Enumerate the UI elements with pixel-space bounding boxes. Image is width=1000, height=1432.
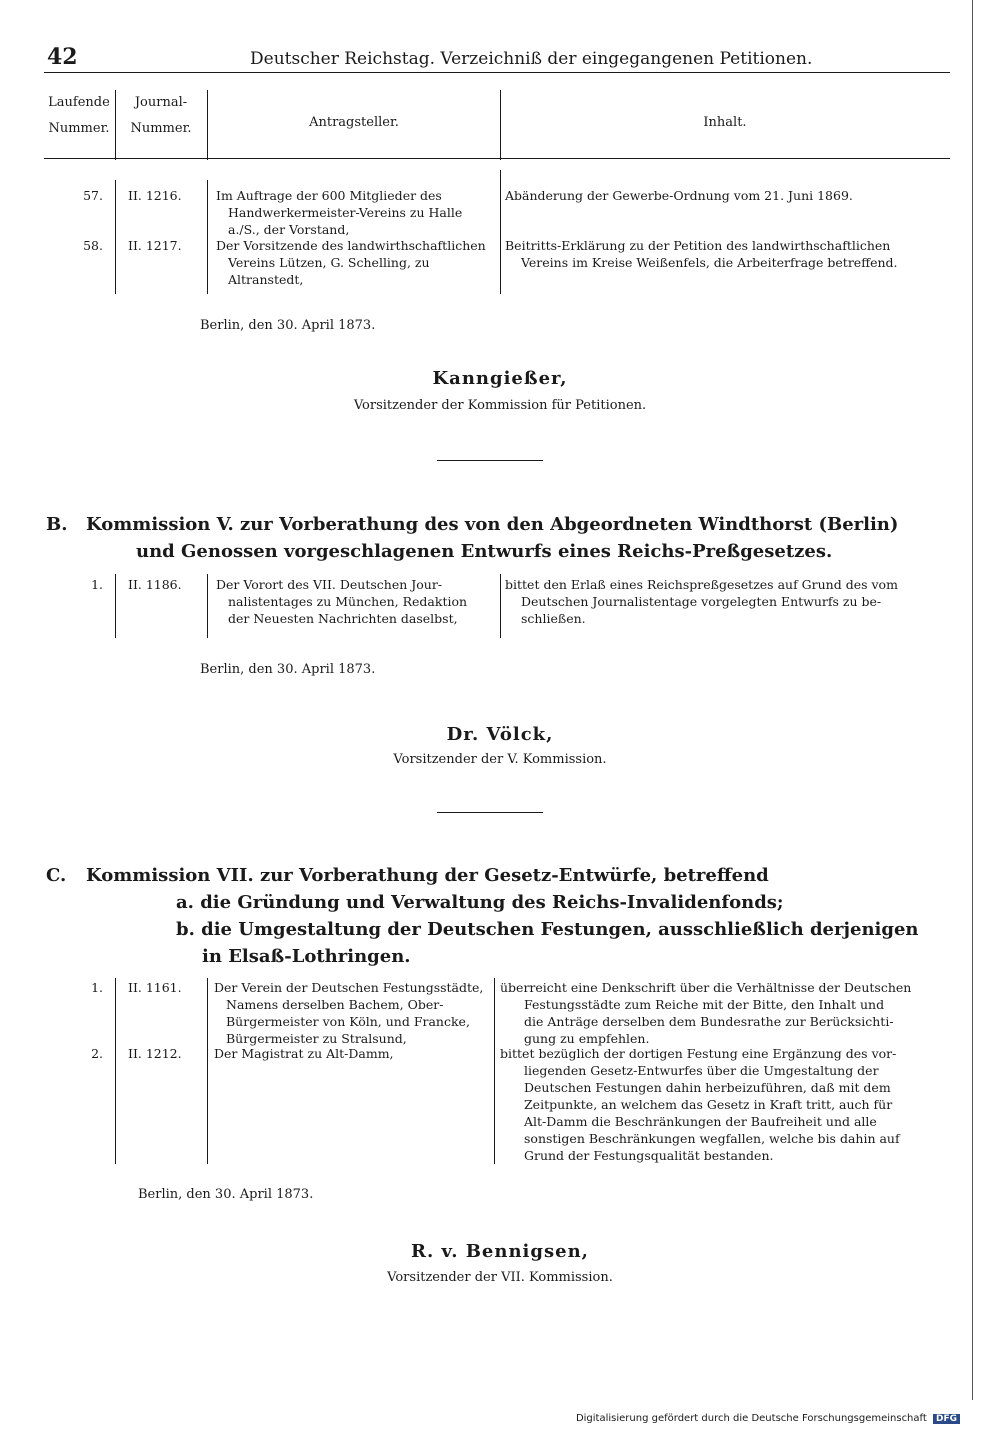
row-journal: II. 1212. bbox=[128, 1046, 182, 1061]
row-antragsteller: Der Magistrat zu Alt-Damm, bbox=[214, 1046, 394, 1061]
header-laufende: Laufende Nummer. bbox=[48, 95, 110, 136]
footer-text: Digitalisierung gefördert durch die Deutsche Forschungsgemeinschaft bbox=[575, 1413, 927, 1424]
column-divider bbox=[115, 90, 116, 160]
header-inhalt: Inhalt. bbox=[703, 115, 747, 130]
row-antragsteller: Im Auftrage der 600 Mitglieder des Handwerkermeister-Vereins zu Halle a./S., der Vorstand, bbox=[216, 188, 463, 237]
section-separator bbox=[437, 460, 543, 461]
section-heading: Kommission V. zur Vorberathung des von den Abgeordneten Windthorst (Berlin) und Genossen vorgeschlagenen Entwurfs eines Reichs-Preßgesetzes. bbox=[86, 514, 899, 562]
column-divider bbox=[500, 574, 501, 638]
row-inhalt: überreicht eine Denkschrift über die Verhältnisse der Deutschen Festungsstädte zum Reiche mit der Bitte, den Inhalt und die Anträge derselben dem Bundesrathe zur Berücksichti- gung zu empfehlen. bbox=[500, 980, 912, 1046]
row-inhalt: bittet bezüglich der dortigen Festung eine Ergänzung des vor- liegenden Gesetz-Entwurfes über die Umgestaltung der Deutschen Festungen dahin herbeizuführen, daß mit dem Zeitpunkte, an welchem das Gesetz in Kraft tritt, auch für Alt-Damm die Beschränkungen der Baufreiheit und alle sonstigen Beschränkungen wegfallen, welche bis dahin auf Grund der Festungsqualität bestanden. bbox=[500, 1046, 900, 1163]
signature-name: Kanngießer, bbox=[432, 368, 568, 389]
row-number: 1. bbox=[91, 577, 103, 592]
page-title: Deutscher Reichstag. Verzeichniß der eingegangenen Petitionen. bbox=[250, 49, 813, 69]
signature-name: Dr. Völck, bbox=[446, 724, 554, 745]
header-journal: Journal- Nummer. bbox=[130, 95, 192, 136]
section-letter: C. bbox=[46, 865, 67, 886]
column-divider bbox=[207, 90, 208, 160]
footer-credit bbox=[576, 1413, 960, 1424]
row-journal: II. 1217. bbox=[128, 238, 182, 253]
column-divider bbox=[500, 170, 501, 294]
row-number: 58. bbox=[83, 238, 103, 253]
row-journal: II. 1161. bbox=[128, 980, 182, 995]
row-number: 57. bbox=[83, 188, 103, 203]
column-divider bbox=[207, 180, 208, 294]
column-divider bbox=[500, 90, 501, 160]
column-divider bbox=[115, 180, 116, 294]
dfg-logo: DFG bbox=[933, 1414, 960, 1424]
column-divider bbox=[207, 978, 208, 1164]
row-journal: II. 1216. bbox=[128, 188, 182, 203]
signature-role: Vorsitzender der Kommission für Petitionen. bbox=[353, 398, 647, 413]
date-line: Berlin, den 30. April 1873. bbox=[200, 318, 376, 333]
table-head-rule bbox=[44, 158, 950, 159]
row-number: 2. bbox=[91, 1046, 103, 1061]
column-divider bbox=[115, 574, 116, 638]
table-top-rule bbox=[44, 72, 950, 73]
column-divider bbox=[494, 978, 495, 1164]
date-line: Berlin, den 30. April 1873. bbox=[138, 1187, 314, 1202]
signature-role: Vorsitzender der VII. Kommission. bbox=[387, 1270, 613, 1285]
row-journal: II. 1186. bbox=[128, 577, 182, 592]
section-heading: Kommission VII. zur Vorberathung der Gesetz-Entwürfe, betreffend a. die Gründung und Verwaltung des Reichs-Invalidenfonds; b. die Umgestaltung der Deutschen Festungen, ausschließlich derjenigen in Elsaß-Lothringen. bbox=[86, 865, 919, 967]
page-number: 42 bbox=[47, 44, 78, 70]
column-divider bbox=[115, 978, 116, 1164]
signature-role: Vorsitzender der V. Kommission. bbox=[393, 752, 607, 767]
date-line: Berlin, den 30. April 1873. bbox=[200, 662, 376, 677]
signature-name: R. v. Bennigsen, bbox=[411, 1241, 589, 1262]
row-antragsteller: Der Verein der Deutschen Festungsstädte, Namens derselben Bachem, Ober- Bürgermeister von Köln, und Francke, Bürgermeister zu Stralsund, bbox=[214, 980, 484, 1046]
scan-margin-line bbox=[972, 0, 973, 1400]
row-inhalt: Beitritts-Erklärung zu der Petition des landwirthschaftlichen Vereins im Kreise Weißenfels, die Arbeiterfrage betreffend. bbox=[505, 238, 898, 270]
row-antragsteller: Der Vorort des VII. Deutschen Jour- nalistentages zu München, Redaktion der Neuesten Nachrichten daselbst, bbox=[216, 577, 468, 626]
section-separator bbox=[437, 812, 543, 813]
row-inhalt: bittet den Erlaß eines Reichspreßgesetzes auf Grund des vom Deutschen Journalistentage vorgelegten Entwurfs zu be- schließen. bbox=[505, 577, 898, 626]
row-number: 1. bbox=[91, 980, 103, 995]
header-antragsteller: Antragsteller. bbox=[309, 115, 399, 130]
section-letter: B. bbox=[46, 514, 68, 535]
row-inhalt: Abänderung der Gewerbe-Ordnung vom 21. Juni 1869. bbox=[505, 188, 853, 203]
column-divider bbox=[207, 574, 208, 638]
row-antragsteller: Der Vorsitzende des landwirthschaftlichen Vereins Lützen, G. Schelling, zu Altranstedt, bbox=[216, 238, 486, 287]
